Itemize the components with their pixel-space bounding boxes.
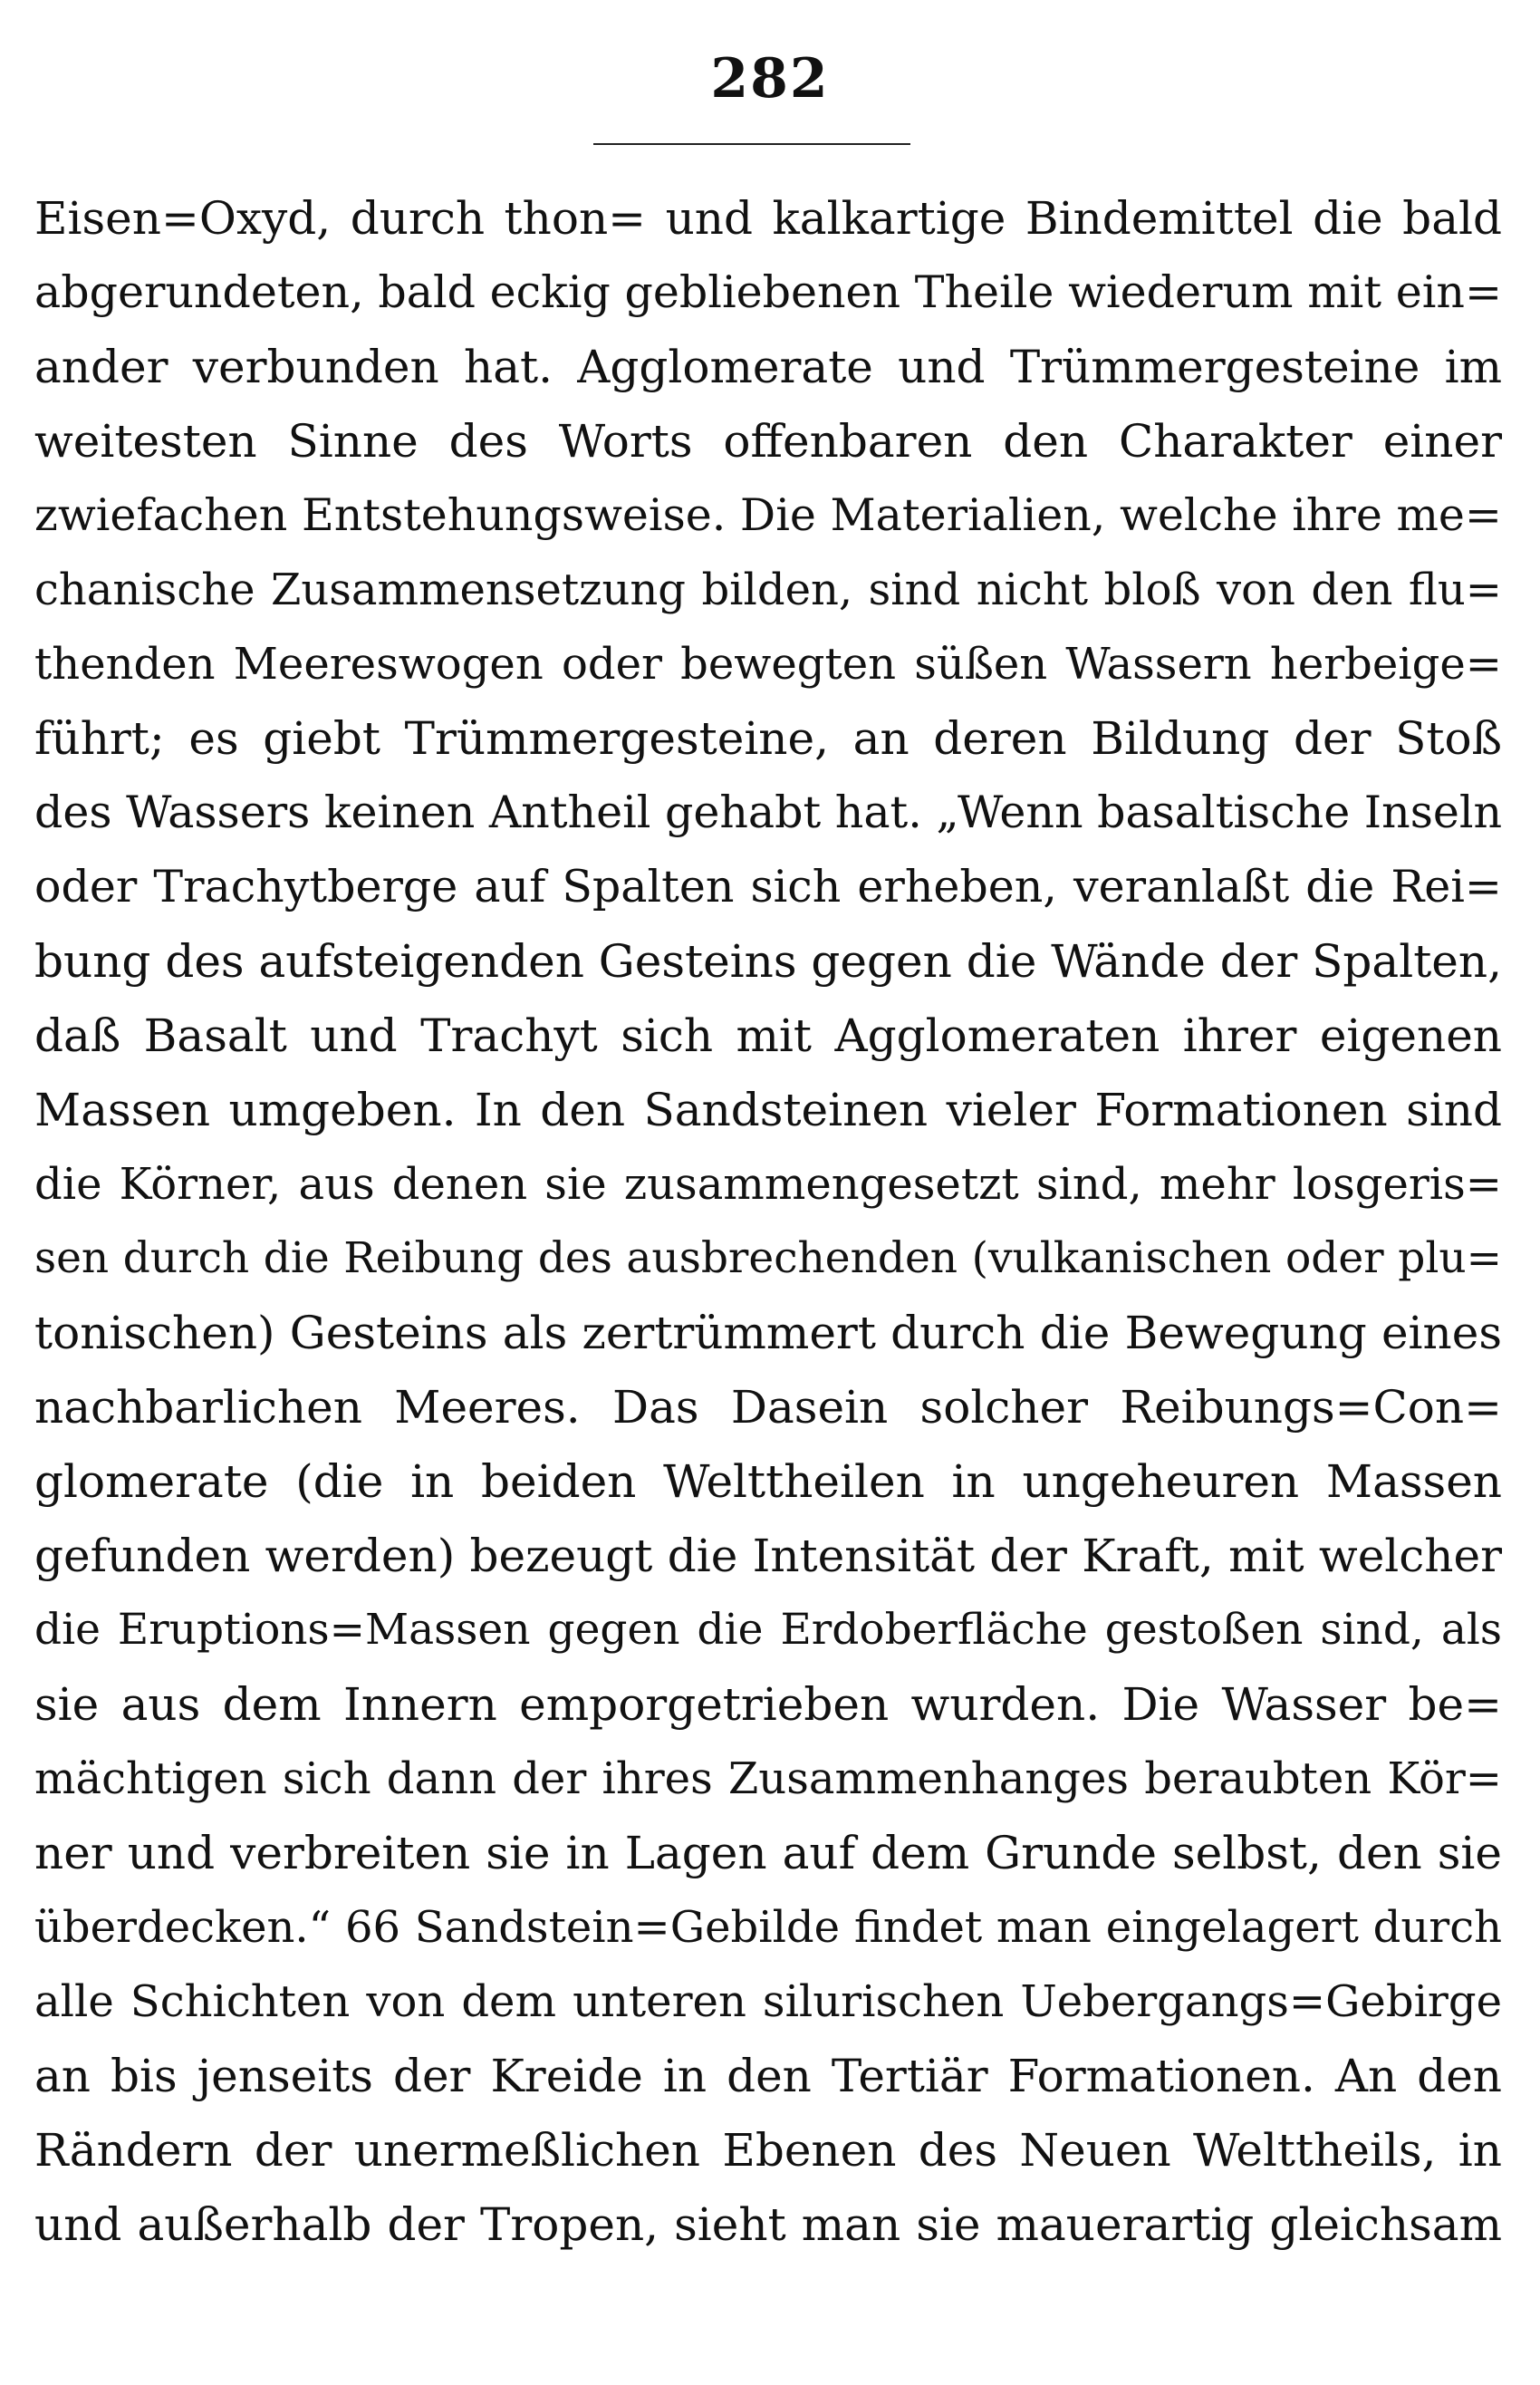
text-line: bung des aufsteigenden Gesteins gegen die Wände der Spalten, <box>34 935 1502 988</box>
text-line: abgerundeten, bald eckig gebliebenen Theile wiederum mit ein= <box>34 266 1502 318</box>
text-line: des Wassers keinen Antheil gehabt hat. „Wenn basaltische Inseln <box>34 787 1503 838</box>
text-line: tonischen) Gesteins als zertrümmert durch die Bewegung eines <box>34 1307 1502 1359</box>
text-line: sie aus dem Innern emporgetrieben wurden. Die Wasser be= <box>34 1678 1502 1731</box>
text-line: Massen umgeben. In den Sandsteinen vieler Formationen sind <box>34 1084 1502 1136</box>
text-line: die Körner, aus denen sie zusammengesetzt sind, mehr losgeris= <box>34 1159 1502 1210</box>
text-line: thenden Meereswogen oder bewegten süßen Wassern herbeige= <box>34 639 1502 690</box>
text-line: Eisen=Oxyd, durch thon= und kalkartige Bindemittel die bald <box>34 192 1502 245</box>
text-line: zwiefachen Entstehungsweise. Die Materialien, welche ihre me= <box>34 489 1502 541</box>
text-line: gefunden werden) bezeugt die Intensität der Kraft, mit welcher <box>34 1530 1502 1582</box>
page-number: 282 <box>710 47 830 111</box>
body-text <box>34 181 1502 2262</box>
text-line: chanische Zusammensetzung bilden, sind nicht bloß von den flu= <box>34 565 1502 615</box>
text-line: ner und verbreiten sie in Lagen auf dem Grunde selbst, den sie <box>34 1827 1502 1879</box>
text-line: alle Schichten von dem unteren silurischen Uebergangs=Gebirge <box>34 1976 1502 2027</box>
text-line: oder Trachytberge auf Spalten sich erheben, veranlaßt die Rei= <box>34 861 1502 912</box>
text-line: sen durch die Reibung des ausbrechenden (vulkanischen oder plu= <box>34 1233 1502 1283</box>
text-line: und außerhalb der Tropen, sieht man sie mauerartig gleichsam <box>34 2198 1502 2251</box>
text-line: die Eruptions=Massen gegen die Erdoberfläche gestoßen sind, als <box>34 1605 1502 1655</box>
text-line: Rändern der unermeßlichen Ebenen des Neuen Welttheils, in <box>34 2124 1502 2177</box>
text-line: an bis jenseits der Kreide in den Tertiär Formationen. An den <box>34 2050 1502 2102</box>
text-line: weitesten Sinne des Worts offenbaren den Charakter einer <box>34 415 1502 468</box>
text-line: überdecken.“ 66 Sandstein=Gebilde findet man eingelagert durch <box>34 1902 1502 1953</box>
text-line: mächtigen sich dann der ihres Zusammenhanges beraubten Kör= <box>34 1753 1502 1804</box>
text-line: glomerate (die in beiden Welttheilen in ungeheuren Massen <box>34 1455 1502 1508</box>
text-line: führt; es giebt Trümmergesteine, an deren Bildung der Stoß <box>34 712 1502 765</box>
text-line: ander verbunden hat. Agglomerate und Trümmergesteine im <box>34 341 1502 393</box>
header-rule <box>593 143 910 145</box>
text-line: nachbarlichen Meeres. Das Dasein solcher Reibungs=Con= <box>34 1381 1502 1434</box>
text-line: daß Basalt und Trachyt sich mit Agglomeraten ihrer eigenen <box>34 1009 1502 1062</box>
